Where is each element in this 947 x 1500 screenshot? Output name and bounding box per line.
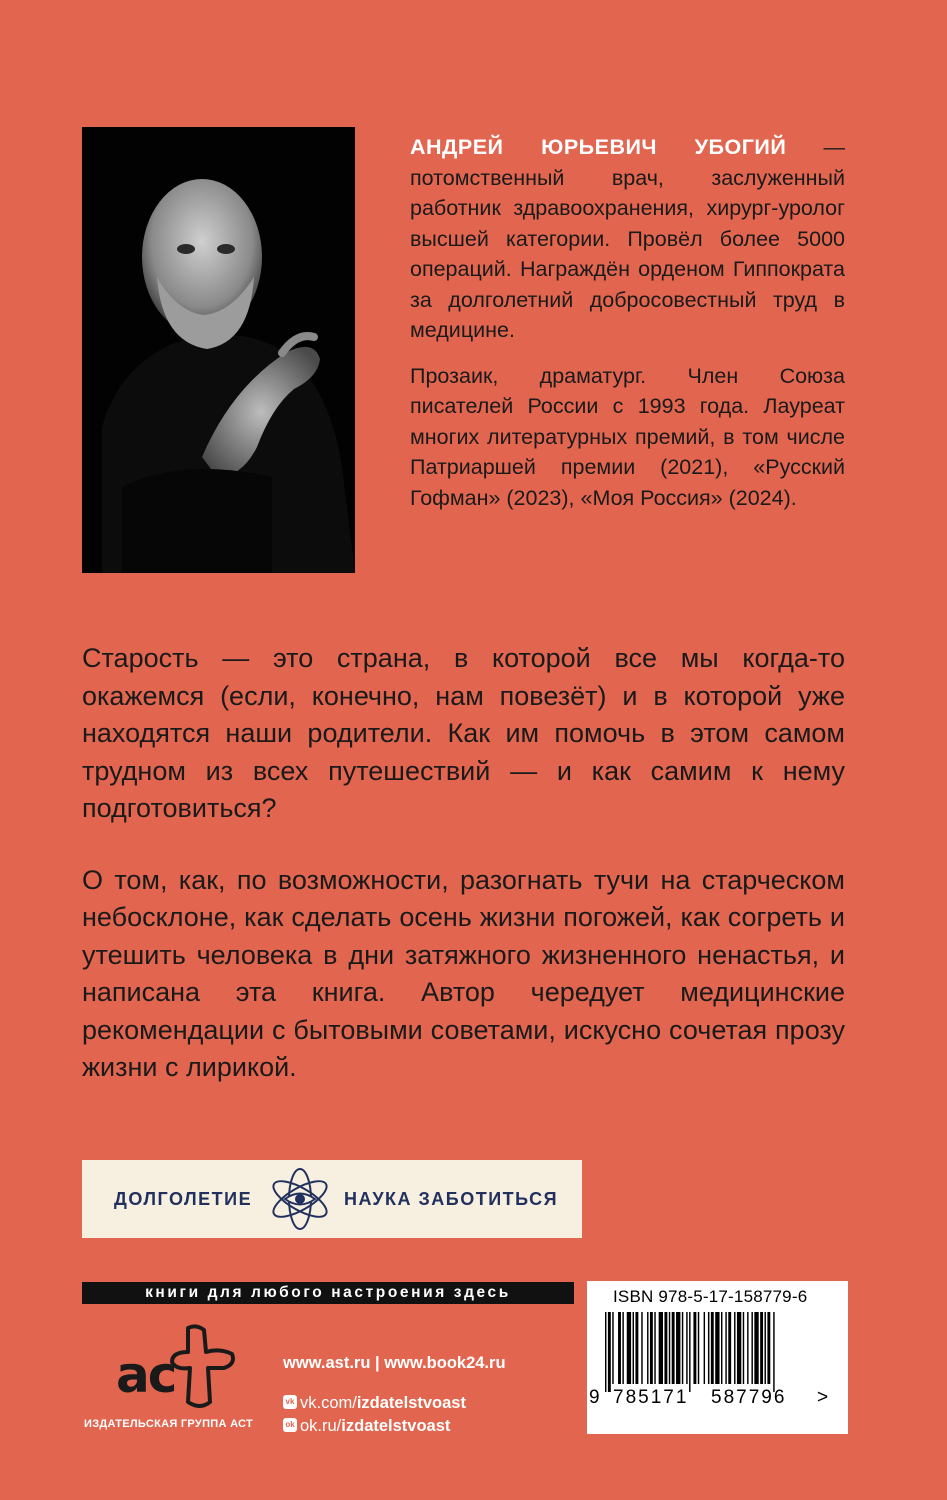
barcode-bar — [689, 1312, 690, 1392]
barcode-arrow: > — [817, 1387, 831, 1408]
barcode-bar — [737, 1312, 741, 1384]
isbn-label: ISBN 978-5-17-158779-6 — [613, 1287, 808, 1306]
barcode-bar — [728, 1312, 731, 1384]
atom-eye-icon — [267, 1166, 333, 1237]
ok-link[interactable]: ok ok.ru/izdatelstvoast — [283, 1417, 450, 1436]
barcode-bar — [725, 1312, 726, 1384]
description-paragraph-2: О том, как, по возможности, разогнать тучи на старческом небосклоне, как сделать осень жизни погожей, как согреть и утешить человека в дни затяжного жизненного ненастья, и написана эта книга. Автор чередует медицинские рекомендации с бытовыми советами, искусно сочетая прозу жизни с лирикой. — [82, 864, 845, 1082]
ast-logo — [92, 1318, 252, 1423]
barcode-bar — [773, 1312, 774, 1392]
barcode-bar — [669, 1312, 670, 1384]
barcode-bar — [605, 1312, 606, 1392]
barcode-bar — [743, 1312, 744, 1384]
barcode-bar — [659, 1312, 663, 1384]
series-label-right: НАУКА ЗАБОТИТЬСЯ — [344, 1189, 559, 1209]
barcode-bar — [654, 1312, 655, 1384]
series-band — [82, 1160, 582, 1238]
ok-icon: ok — [283, 1418, 297, 1432]
isbn-barcode-box — [587, 1281, 848, 1434]
barcode-bar — [751, 1312, 752, 1384]
barcode-bar — [765, 1312, 766, 1384]
description-paragraph-1: Старость — это страна, в которой все мы когда-то окажемся (если, конечно, нам повезёт) и в которой уже находятся наши родители. Как им помочь в этом самом трудном из всех путешествий — и как самим к нему подготовиться? — [82, 643, 845, 823]
series-label-left: ДОЛГОЛЕТИЕ — [114, 1189, 253, 1209]
barcode-bar — [704, 1312, 705, 1384]
barcode-bar — [767, 1312, 770, 1384]
barcode-digits-left: 785171 — [613, 1387, 689, 1408]
ast-logo-text: ас — [116, 1346, 176, 1404]
tagline: книги для любого настроения здесь — [82, 1282, 574, 1304]
barcode-bar — [676, 1312, 680, 1384]
vk-icon: vk — [283, 1395, 297, 1409]
book-description — [82, 640, 845, 1121]
barcode-bar — [635, 1312, 638, 1384]
barcode-bar — [633, 1312, 634, 1384]
author-name: АНДРЕЙ ЮРЬЕВИЧ УБОГИЙ — [410, 135, 787, 159]
bio-text-1: — потомственный врач, заслуженный работник здравоохранения, хирург-уролог высшей категории. Провёл более 5000 операций. Награждён орденом Гиппократа за долголетний добросовестный труд в медицине. — [410, 135, 845, 342]
barcode-bar — [711, 1312, 714, 1384]
vk-link[interactable]: vk vk.com/izdatelstvoast — [283, 1394, 466, 1413]
barcode-bar — [622, 1312, 623, 1384]
barcode-digit-first: 9 — [589, 1387, 602, 1408]
website-links[interactable]: www.ast.ru | www.book24.ru — [283, 1354, 506, 1372]
barcode-bar — [698, 1312, 699, 1384]
barcode-bar — [664, 1312, 667, 1384]
barcode-bar — [715, 1312, 719, 1384]
barcode-bar — [682, 1312, 683, 1384]
barcode-bar — [618, 1312, 621, 1384]
barcode-bar — [650, 1312, 653, 1384]
barcode-bar — [612, 1312, 613, 1384]
barcode-bar — [686, 1312, 687, 1384]
bio-paragraph-1 — [410, 132, 845, 346]
barcode-bar — [627, 1312, 631, 1384]
barcode-bar — [708, 1312, 709, 1384]
barcode-bar — [693, 1312, 696, 1384]
author-bio — [410, 132, 845, 528]
barcode-bar — [747, 1312, 748, 1384]
barcode-bar — [721, 1312, 722, 1384]
bio-paragraph-2: Прозаик, драматург. Член Союза писателей России с 1993 года. Лауреат многих литературных премий, в том числе Патриаршей премии (2021), «Русский Гофман» (2023), «Моя Россия» (2024). — [410, 363, 845, 510]
author-photo — [82, 127, 355, 573]
barcode-bar — [754, 1312, 758, 1384]
barcode-digits-right: 587796 — [711, 1387, 787, 1408]
publisher-caption: ИЗДАТЕЛЬСКАЯ ГРУППА АСТ — [84, 1418, 254, 1430]
barcode-bar — [608, 1312, 611, 1392]
barcode-bar — [734, 1312, 735, 1384]
barcode-bar — [760, 1312, 763, 1384]
barcode — [605, 1312, 831, 1392]
barcode-bar — [647, 1312, 648, 1384]
barcode-bar — [641, 1312, 642, 1384]
barcode-bar — [672, 1312, 675, 1384]
